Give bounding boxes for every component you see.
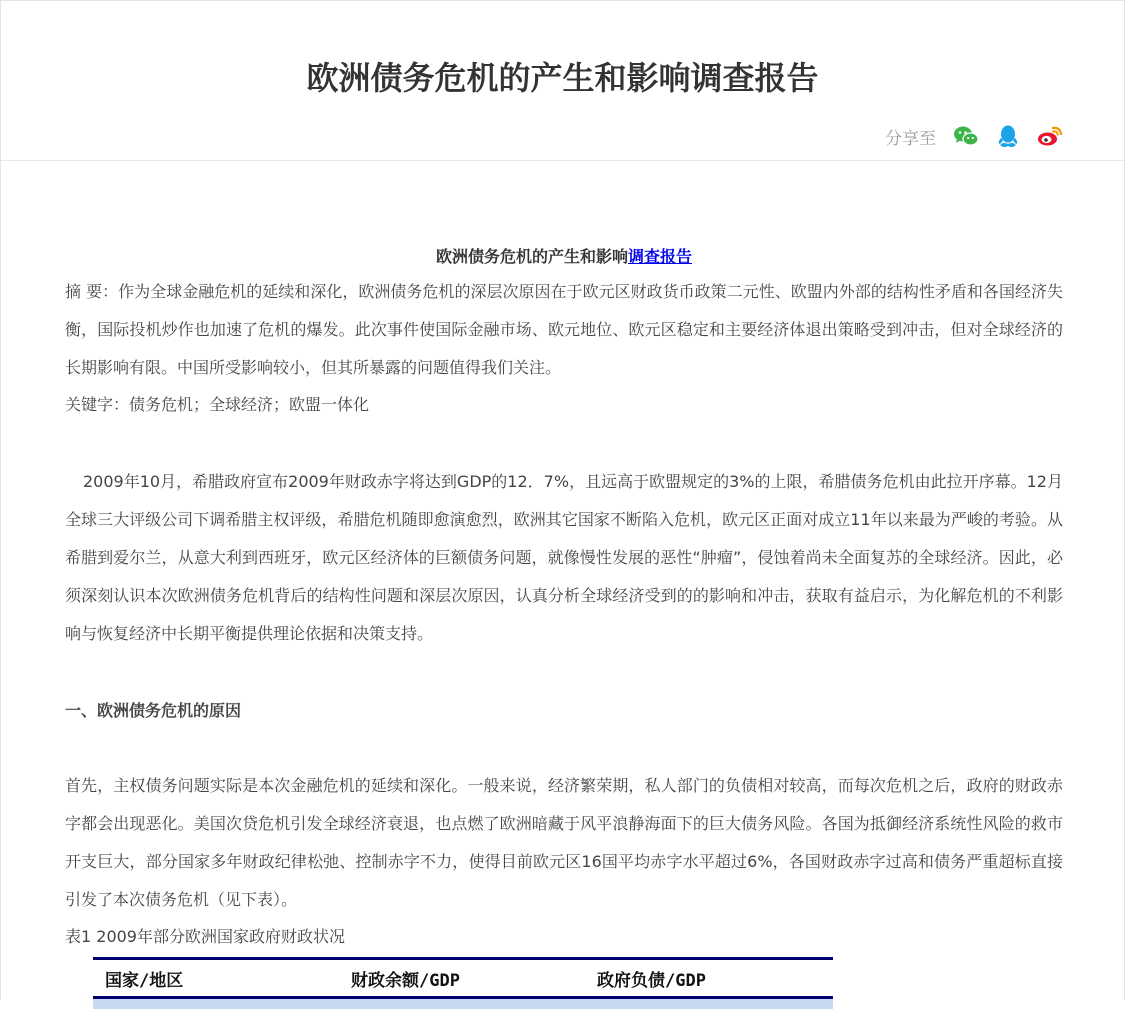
share-label: 分享至	[885, 128, 936, 149]
table-header-country: 国家/地区	[105, 970, 184, 991]
wechat-icon[interactable]	[952, 122, 980, 150]
keywords: 关键字：债务危机；全球经济；欧盟一体化	[65, 395, 370, 414]
spacer	[65, 653, 1063, 675]
page-title: 欧洲债务危机的产生和影响调查报告	[306, 59, 819, 97]
spacer	[65, 423, 1063, 463]
table-row	[93, 999, 833, 1009]
section-heading: 一、欧洲债务危机的原因	[65, 701, 242, 720]
spacer	[65, 729, 1063, 767]
table-caption: 表1 2009年部分欧洲国家政府财政状况	[65, 927, 345, 946]
abstract: 摘 要：作为全球金融危机的延续和深化，欧洲债务危机的深层次原因在于欧元区财政货币政策二元性、欧盟内外部的结构性矛盾和各国经济失衡，国际投机炒作也加速了危机的爆发。此次事件使国际金融市场、欧元地位、欧元区稳定和主要经济体退出策略受到冲击，但对全球经济的长期影响有限。中国所受影响较小，但其所暴露的问题值得我们关注。	[65, 282, 1063, 377]
share-bar	[885, 121, 1064, 151]
table-header-balance: 财政余额/GDP	[351, 970, 460, 991]
article-header	[1, 1, 1124, 161]
weibo-icon[interactable]	[1036, 122, 1064, 150]
section-paragraph: 首先，主权债务问题实际是本次金融危机的延续和深化。一般来说，经济繁荣期，私人部门的负债相对较高，而每次危机之后，政府的财政赤字都会出现恶化。美国次贷危机引发全球经济衰退，也点燃了欧洲暗藏于风平浪静海面下的巨大债务风险。各国为抵御经济系统性风险的救市开支巨大，部分国家多年财政纪律松弛、控制赤字不力，使得目前欧元区16国平均赤字水平超过6%，各国财政赤字过高和债务严重超标直接引发了本次债务危机（见下表）。	[65, 776, 1063, 909]
table-header-row	[93, 960, 833, 996]
report-link[interactable]: 调查报告	[628, 247, 693, 266]
intro-paragraph: 2009年10月，希腊政府宣布2009年财政赤字将达到GDP的12．7%，且远高于欧盟规定的3%的上限，希腊债务危机由此拉开序幕。12月全球三大评级公司下调希腊主权评级，希腊危机随即愈演愈烈，欧洲其它国家不断陷入危机，欧元区正面对成立11年以来最为严峻的考验。从希腊到爱尔兰，从意大利到西班牙，欧元区经济体的巨额债务问题，就像慢性发展的恶性“肿瘤”，侵蚀着尚未全面复苏的全球经济。因此，必须深刻认识本次欧洲债务危机背后的结构性问题和深层次原因，认真分析全球经济受到的的影响和冲击，获取有益启示，为化解危机的不利影响与恢复经济中长期平衡提供理论依据和决策支持。	[65, 472, 1063, 643]
qq-icon[interactable]	[994, 122, 1022, 150]
document-title-text: 欧洲债务危机的产生和影响	[435, 247, 628, 266]
table-header-debt: 政府负债/GDP	[597, 970, 706, 991]
fiscal-table	[93, 957, 833, 1009]
document-title	[65, 241, 1063, 273]
article-body	[65, 241, 1063, 955]
